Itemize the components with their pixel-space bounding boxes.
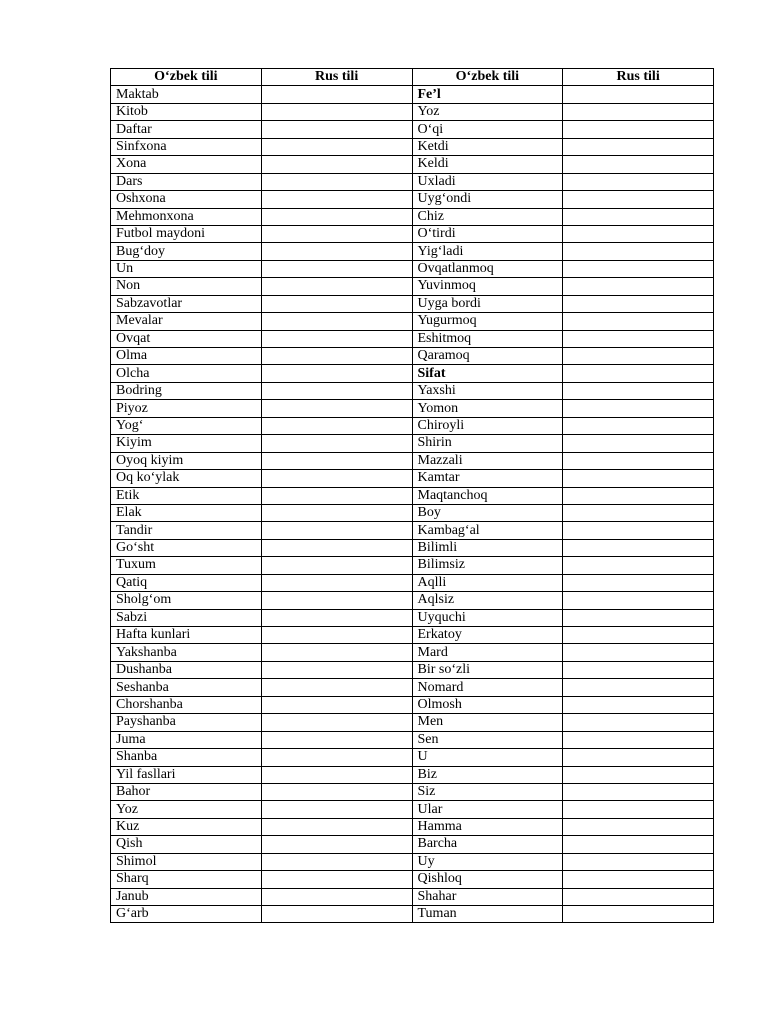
table-row (111, 295, 714, 312)
table-row (111, 871, 714, 888)
uzbek-word-cell: Siz (412, 783, 563, 800)
uzbek-word-cell: Maktab (111, 86, 262, 103)
uzbek-word-cell: Yog‘ (111, 417, 262, 434)
table-row (111, 644, 714, 661)
uzbek-word-cell: Kiyim (111, 435, 262, 452)
uzbek-word-cell: Seshanba (111, 679, 262, 696)
uzbek-word-cell: Oyoq kiyim (111, 452, 262, 469)
uzbek-word-cell: Un (111, 260, 262, 277)
russian-translation-cell (261, 452, 412, 469)
uzbek-word-cell: Shahar (412, 888, 563, 905)
russian-translation-cell (563, 330, 714, 347)
russian-translation-cell (563, 696, 714, 713)
uzbek-word-cell: Hamma (412, 818, 563, 835)
uzbek-word-cell: Yoz (412, 103, 563, 120)
russian-translation-cell (261, 121, 412, 138)
table-row (111, 313, 714, 330)
russian-translation-cell (563, 714, 714, 731)
russian-translation-cell (261, 400, 412, 417)
russian-translation-cell (261, 470, 412, 487)
uzbek-word-cell: Go‘sht (111, 539, 262, 556)
uzbek-word-cell: Oshxona (111, 191, 262, 208)
uzbek-word-cell: Sabzi (111, 609, 262, 626)
uzbek-word-cell: Bilimli (412, 539, 563, 556)
uzbek-word-cell: Chorshanba (111, 696, 262, 713)
table-row (111, 86, 714, 103)
table-row (111, 121, 714, 138)
russian-translation-cell (563, 278, 714, 295)
russian-translation-cell (261, 103, 412, 120)
russian-translation-cell (261, 609, 412, 626)
russian-translation-cell (563, 906, 714, 923)
russian-translation-cell (563, 504, 714, 521)
russian-translation-cell (261, 627, 412, 644)
uzbek-word-cell: Chiroyli (412, 417, 563, 434)
uzbek-word-cell: Tuxum (111, 557, 262, 574)
russian-translation-cell (563, 156, 714, 173)
russian-translation-cell (563, 592, 714, 609)
table-header (111, 69, 714, 86)
uzbek-word-cell: Kamtar (412, 470, 563, 487)
russian-translation-cell (563, 295, 714, 312)
russian-translation-cell (563, 435, 714, 452)
uzbek-word-cell: Qishloq (412, 871, 563, 888)
russian-translation-cell (261, 435, 412, 452)
uzbek-word-cell: Qish (111, 836, 262, 853)
table-row (111, 574, 714, 591)
table-row (111, 696, 714, 713)
uzbek-word-cell: Erkatoy (412, 627, 563, 644)
russian-translation-cell (563, 871, 714, 888)
russian-translation-cell (261, 156, 412, 173)
uzbek-word-cell: Uxladi (412, 173, 563, 190)
russian-translation-cell (563, 836, 714, 853)
uzbek-word-cell: Qaramoq (412, 348, 563, 365)
header-russian-1: Rus tili (261, 69, 412, 86)
russian-translation-cell (261, 295, 412, 312)
russian-translation-cell (261, 86, 412, 103)
russian-translation-cell (261, 487, 412, 504)
table-row (111, 348, 714, 365)
russian-translation-cell (563, 208, 714, 225)
uzbek-word-cell: Yil fasllari (111, 766, 262, 783)
uzbek-word-cell: Payshanba (111, 714, 262, 731)
russian-translation-cell (261, 417, 412, 434)
russian-translation-cell (261, 749, 412, 766)
uzbek-word-cell: Nomard (412, 679, 563, 696)
uzbek-word-cell: Shirin (412, 435, 563, 452)
table-row (111, 470, 714, 487)
table-row (111, 766, 714, 783)
russian-translation-cell (563, 121, 714, 138)
russian-translation-cell (563, 382, 714, 399)
russian-translation-cell (261, 801, 412, 818)
uzbek-word-cell: Yoz (111, 801, 262, 818)
table-row (111, 504, 714, 521)
table-row (111, 888, 714, 905)
russian-translation-cell (563, 766, 714, 783)
russian-translation-cell (563, 679, 714, 696)
russian-translation-cell (261, 348, 412, 365)
table-row (111, 522, 714, 539)
vocabulary-table (110, 68, 714, 923)
russian-translation-cell (563, 522, 714, 539)
russian-translation-cell (261, 330, 412, 347)
uzbek-word-cell: Boy (412, 504, 563, 521)
uzbek-word-cell: Sinfxona (111, 138, 262, 155)
russian-translation-cell (563, 888, 714, 905)
table-row (111, 539, 714, 556)
uzbek-word-cell: Uyga bordi (412, 295, 563, 312)
table-row (111, 592, 714, 609)
uzbek-word-cell: Dars (111, 173, 262, 190)
uzbek-word-cell: Men (412, 714, 563, 731)
russian-translation-cell (261, 783, 412, 800)
uzbek-word-cell: Yaxshi (412, 382, 563, 399)
table-row (111, 836, 714, 853)
uzbek-word-cell: O‘qi (412, 121, 563, 138)
uzbek-word-cell: Keldi (412, 156, 563, 173)
russian-translation-cell (261, 871, 412, 888)
uzbek-word-cell: Hafta kunlari (111, 627, 262, 644)
russian-translation-cell (563, 138, 714, 155)
table-row (111, 679, 714, 696)
russian-translation-cell (261, 191, 412, 208)
header-uzbek-2: O‘zbek tili (412, 69, 563, 86)
russian-translation-cell (261, 278, 412, 295)
uzbek-word-cell: Olcha (111, 365, 262, 382)
russian-translation-cell (563, 557, 714, 574)
uzbek-word-cell: Daftar (111, 121, 262, 138)
russian-translation-cell (563, 644, 714, 661)
uzbek-word-cell: Aqlsiz (412, 592, 563, 609)
table-row (111, 208, 714, 225)
uzbek-word-cell: G‘arb (111, 906, 262, 923)
russian-translation-cell (261, 696, 412, 713)
russian-translation-cell (563, 103, 714, 120)
table-row (111, 801, 714, 818)
russian-translation-cell (261, 661, 412, 678)
uzbek-word-cell: Shanba (111, 749, 262, 766)
russian-translation-cell (563, 348, 714, 365)
russian-translation-cell (563, 243, 714, 260)
table-row (111, 191, 714, 208)
uzbek-word-cell: Mevalar (111, 313, 262, 330)
russian-translation-cell (563, 86, 714, 103)
uzbek-word-cell: Fe’l (412, 86, 563, 103)
russian-translation-cell (261, 539, 412, 556)
uzbek-word-cell: Elak (111, 504, 262, 521)
uzbek-word-cell: Olma (111, 348, 262, 365)
russian-translation-cell (261, 836, 412, 853)
russian-translation-cell (261, 225, 412, 242)
uzbek-word-cell: Shimol (111, 853, 262, 870)
russian-translation-cell (563, 260, 714, 277)
russian-translation-cell (261, 888, 412, 905)
russian-translation-cell (261, 644, 412, 661)
uzbek-word-cell: Non (111, 278, 262, 295)
russian-translation-cell (261, 504, 412, 521)
uzbek-word-cell: Bahor (111, 783, 262, 800)
russian-translation-cell (261, 313, 412, 330)
uzbek-word-cell: Barcha (412, 836, 563, 853)
table-row (111, 853, 714, 870)
uzbek-word-cell: Xona (111, 156, 262, 173)
uzbek-word-cell: Yig‘ladi (412, 243, 563, 260)
russian-translation-cell (563, 417, 714, 434)
russian-translation-cell (261, 138, 412, 155)
uzbek-word-cell: Juma (111, 731, 262, 748)
russian-translation-cell (261, 853, 412, 870)
uzbek-word-cell: Janub (111, 888, 262, 905)
uzbek-word-cell: Bir so‘zli (412, 661, 563, 678)
uzbek-word-cell: U (412, 749, 563, 766)
russian-translation-cell (563, 731, 714, 748)
table-row (111, 906, 714, 923)
russian-translation-cell (563, 225, 714, 242)
table-row (111, 417, 714, 434)
russian-translation-cell (563, 365, 714, 382)
russian-translation-cell (563, 801, 714, 818)
uzbek-word-cell: Mazzali (412, 452, 563, 469)
uzbek-word-cell: Bodring (111, 382, 262, 399)
russian-translation-cell (261, 208, 412, 225)
uzbek-word-cell: Mard (412, 644, 563, 661)
uzbek-word-cell: Mehmonxona (111, 208, 262, 225)
russian-translation-cell (563, 452, 714, 469)
uzbek-word-cell: Biz (412, 766, 563, 783)
uzbek-word-cell: Kuz (111, 818, 262, 835)
uzbek-word-cell: Sharq (111, 871, 262, 888)
russian-translation-cell (261, 714, 412, 731)
table-row (111, 818, 714, 835)
russian-translation-cell (261, 243, 412, 260)
uzbek-word-cell: Uy (412, 853, 563, 870)
uzbek-word-cell: Sen (412, 731, 563, 748)
uzbek-word-cell: Sifat (412, 365, 563, 382)
uzbek-word-cell: Dushanba (111, 661, 262, 678)
uzbek-word-cell: Tandir (111, 522, 262, 539)
uzbek-word-cell: Etik (111, 487, 262, 504)
uzbek-word-cell: Kambag‘al (412, 522, 563, 539)
table-row (111, 435, 714, 452)
table-row (111, 382, 714, 399)
table-row (111, 487, 714, 504)
russian-translation-cell (261, 260, 412, 277)
uzbek-word-cell: Bug‘doy (111, 243, 262, 260)
russian-translation-cell (563, 818, 714, 835)
uzbek-word-cell: Yuvinmoq (412, 278, 563, 295)
uzbek-word-cell: Futbol maydoni (111, 225, 262, 242)
table-row (111, 103, 714, 120)
table-row (111, 243, 714, 260)
russian-translation-cell (261, 731, 412, 748)
uzbek-word-cell: Ketdi (412, 138, 563, 155)
uzbek-word-cell: Ular (412, 801, 563, 818)
uzbek-word-cell: Maqtanchoq (412, 487, 563, 504)
table-row (111, 173, 714, 190)
russian-translation-cell (563, 627, 714, 644)
table-row (111, 731, 714, 748)
russian-translation-cell (261, 906, 412, 923)
russian-translation-cell (261, 522, 412, 539)
uzbek-word-cell: Ovqatlanmoq (412, 260, 563, 277)
table-row (111, 783, 714, 800)
uzbek-word-cell: Uyquchi (412, 609, 563, 626)
table-row (111, 400, 714, 417)
russian-translation-cell (563, 470, 714, 487)
table-row (111, 452, 714, 469)
russian-translation-cell (563, 574, 714, 591)
table-row (111, 609, 714, 626)
uzbek-word-cell: Uyg‘ondi (412, 191, 563, 208)
uzbek-word-cell: Sholg‘om (111, 592, 262, 609)
table-row (111, 661, 714, 678)
uzbek-word-cell: O‘tirdi (412, 225, 563, 242)
table-row (111, 330, 714, 347)
russian-translation-cell (563, 400, 714, 417)
uzbek-word-cell: Aqlli (412, 574, 563, 591)
russian-translation-cell (261, 818, 412, 835)
russian-translation-cell (261, 382, 412, 399)
table-row (111, 225, 714, 242)
russian-translation-cell (261, 679, 412, 696)
russian-translation-cell (563, 539, 714, 556)
russian-translation-cell (563, 853, 714, 870)
uzbek-word-cell: Bilimsiz (412, 557, 563, 574)
russian-translation-cell (563, 749, 714, 766)
uzbek-word-cell: Olmosh (412, 696, 563, 713)
table-row (111, 714, 714, 731)
table-row (111, 260, 714, 277)
russian-translation-cell (563, 191, 714, 208)
uzbek-word-cell: Sabzavotlar (111, 295, 262, 312)
uzbek-word-cell: Tuman (412, 906, 563, 923)
uzbek-word-cell: Oq ko‘ylak (111, 470, 262, 487)
uzbek-word-cell: Chiz (412, 208, 563, 225)
uzbek-word-cell: Kitob (111, 103, 262, 120)
russian-translation-cell (563, 313, 714, 330)
table-row (111, 156, 714, 173)
russian-translation-cell (261, 557, 412, 574)
russian-translation-cell (261, 574, 412, 591)
header-russian-2: Rus tili (563, 69, 714, 86)
russian-translation-cell (563, 173, 714, 190)
table-row (111, 278, 714, 295)
header-row (111, 69, 714, 86)
uzbek-word-cell: Qatiq (111, 574, 262, 591)
table-row (111, 138, 714, 155)
russian-translation-cell (563, 609, 714, 626)
table-row (111, 749, 714, 766)
russian-translation-cell (261, 173, 412, 190)
uzbek-word-cell: Eshitmoq (412, 330, 563, 347)
russian-translation-cell (563, 487, 714, 504)
table-row (111, 365, 714, 382)
uzbek-word-cell: Yakshanba (111, 644, 262, 661)
table-row (111, 627, 714, 644)
russian-translation-cell (563, 783, 714, 800)
uzbek-word-cell: Yugurmoq (412, 313, 563, 330)
russian-translation-cell (563, 661, 714, 678)
uzbek-word-cell: Yomon (412, 400, 563, 417)
russian-translation-cell (261, 766, 412, 783)
table-body (111, 86, 714, 923)
uzbek-word-cell: Piyoz (111, 400, 262, 417)
russian-translation-cell (261, 592, 412, 609)
table-row (111, 557, 714, 574)
russian-translation-cell (261, 365, 412, 382)
uzbek-word-cell: Ovqat (111, 330, 262, 347)
header-uzbek-1: O‘zbek tili (111, 69, 262, 86)
